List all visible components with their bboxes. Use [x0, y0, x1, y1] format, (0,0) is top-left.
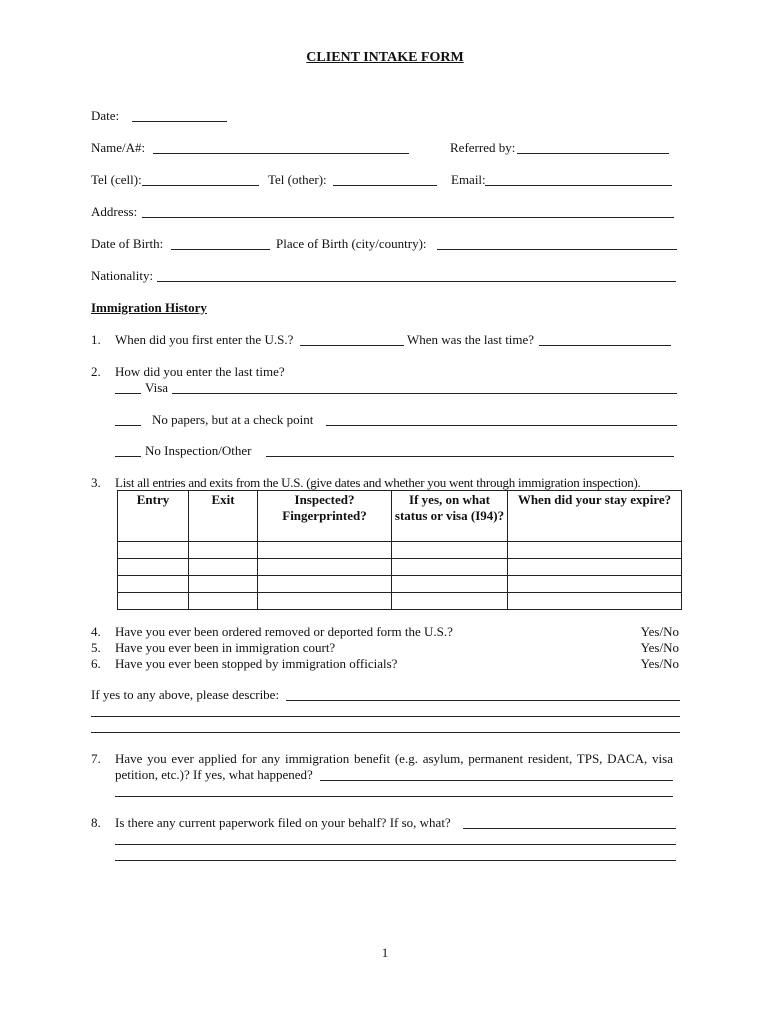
q7-label-line-1: Have you ever applied for any immigration benefit (e.g. asylum, permanent resident, TPS, DACA, visa: [115, 751, 673, 766]
q1-last-time-field[interactable]: [539, 345, 671, 346]
q2-checkpoint-label: No papers, but at a check point: [152, 412, 314, 427]
q2-visa-checkbox[interactable]: [115, 393, 141, 394]
q7-label-line-2: petition, etc.)? If yes, what happened?: [115, 767, 313, 782]
q5-yes-no[interactable]: Yes/No: [640, 640, 679, 655]
dob-field[interactable]: [171, 249, 270, 250]
table-cell[interactable]: [258, 576, 392, 593]
table-cell[interactable]: [508, 576, 682, 593]
question-number: 7.: [91, 751, 101, 766]
page-title: CLIENT INTAKE FORM: [306, 50, 464, 65]
q5-label: Have you ever been in immigration court?: [115, 640, 336, 655]
table-cell[interactable]: [189, 542, 258, 559]
q6-yes-no[interactable]: Yes/No: [640, 656, 679, 671]
table-cell[interactable]: [118, 542, 189, 559]
table-cell[interactable]: [118, 576, 189, 593]
q3-label: List all entries and exits from the U.S. (give dates and whether you went through immigration inspection).: [115, 475, 641, 490]
table-cell[interactable]: [258, 593, 392, 610]
pob-label: Place of Birth (city/country):: [276, 236, 427, 251]
nationality-field[interactable]: [157, 281, 676, 282]
table-cell[interactable]: [392, 593, 508, 610]
q2-visa-label: Visa: [145, 380, 169, 395]
table-cell[interactable]: [189, 559, 258, 576]
q1-last-time-label: When was the last time?: [407, 332, 535, 347]
pob-field[interactable]: [437, 249, 677, 250]
date-field[interactable]: [132, 121, 227, 122]
date-label: Date:: [91, 108, 120, 123]
describe-label: If yes to any above, please describe:: [91, 687, 280, 702]
q2-checkpoint-field[interactable]: [326, 425, 677, 426]
table-cell[interactable]: [508, 559, 682, 576]
tel-other-field[interactable]: [333, 185, 437, 186]
question-number: 3.: [91, 475, 101, 490]
name-label: Name/A#:: [91, 140, 146, 155]
q2-label: How did you enter the last time?: [115, 364, 285, 379]
column-header-exit: Exit: [189, 491, 258, 542]
table-cell[interactable]: [392, 576, 508, 593]
nationality-label: Nationality:: [91, 268, 154, 283]
table-cell[interactable]: [258, 559, 392, 576]
table-cell[interactable]: [118, 593, 189, 610]
question-number: 1.: [91, 332, 101, 347]
table-row: [118, 593, 682, 610]
q8-field-line-2[interactable]: [115, 844, 676, 845]
address-field[interactable]: [142, 217, 674, 218]
column-header-status: If yes, on what status or visa (I94)?: [392, 491, 508, 542]
table-header-row: [118, 491, 682, 542]
dob-label: Date of Birth:: [91, 236, 164, 251]
name-field[interactable]: [153, 153, 409, 154]
q7-field-line-1[interactable]: [320, 780, 673, 781]
table-cell[interactable]: [392, 559, 508, 576]
describe-field-line-1[interactable]: [286, 700, 680, 701]
table-cell[interactable]: [508, 593, 682, 610]
q2-checkpoint-checkbox[interactable]: [115, 425, 141, 426]
q2-no-inspection-label: No Inspection/Other: [145, 443, 252, 458]
q7-field-line-2[interactable]: [115, 796, 673, 797]
tel-other-label: Tel (other):: [268, 172, 327, 187]
section-heading: Immigration History: [91, 300, 207, 315]
column-header-entry: Entry: [118, 491, 189, 542]
question-number: 6.: [91, 656, 101, 671]
email-field[interactable]: [485, 185, 672, 186]
q4-yes-no[interactable]: Yes/No: [640, 624, 679, 639]
q8-label: Is there any current paperwork filed on your behalf? If so, what?: [115, 815, 451, 830]
q4-label: Have you ever been ordered removed or deported form the U.S.?: [115, 624, 453, 639]
q2-no-inspection-field[interactable]: [266, 456, 674, 457]
q6-label: Have you ever been stopped by immigration officials?: [115, 656, 398, 671]
tel-cell-label: Tel (cell):: [91, 172, 142, 187]
question-number: 2.: [91, 364, 101, 379]
table-cell[interactable]: [189, 576, 258, 593]
describe-field-line-3[interactable]: [91, 732, 680, 733]
question-number: 8.: [91, 815, 101, 830]
tel-cell-field[interactable]: [142, 185, 259, 186]
email-label: Email:: [451, 172, 486, 187]
column-header-inspected: Inspected? Fingerprinted?: [258, 491, 392, 542]
page-number: 1: [381, 945, 389, 960]
table-row: [118, 542, 682, 559]
column-header-expire: When did your stay expire?: [508, 491, 682, 542]
entries-exits-table: [117, 490, 682, 610]
q1-first-entry-field[interactable]: [300, 345, 404, 346]
q8-field-line-1[interactable]: [463, 828, 676, 829]
table-row: [118, 559, 682, 576]
address-label: Address:: [91, 204, 138, 219]
question-number: 5.: [91, 640, 101, 655]
table-cell[interactable]: [508, 542, 682, 559]
q1-first-entry-label: When did you first enter the U.S.?: [115, 332, 294, 347]
table-cell[interactable]: [189, 593, 258, 610]
referred-by-field[interactable]: [517, 153, 669, 154]
q2-visa-field[interactable]: [172, 393, 677, 394]
q8-field-line-3[interactable]: [115, 860, 676, 861]
table-cell[interactable]: [118, 559, 189, 576]
table-cell[interactable]: [392, 542, 508, 559]
question-number: 4.: [91, 624, 101, 639]
referred-by-label: Referred by:: [450, 140, 516, 155]
table-row: [118, 576, 682, 593]
q2-no-inspection-checkbox[interactable]: [115, 456, 141, 457]
table-cell[interactable]: [258, 542, 392, 559]
describe-field-line-2[interactable]: [91, 716, 680, 717]
